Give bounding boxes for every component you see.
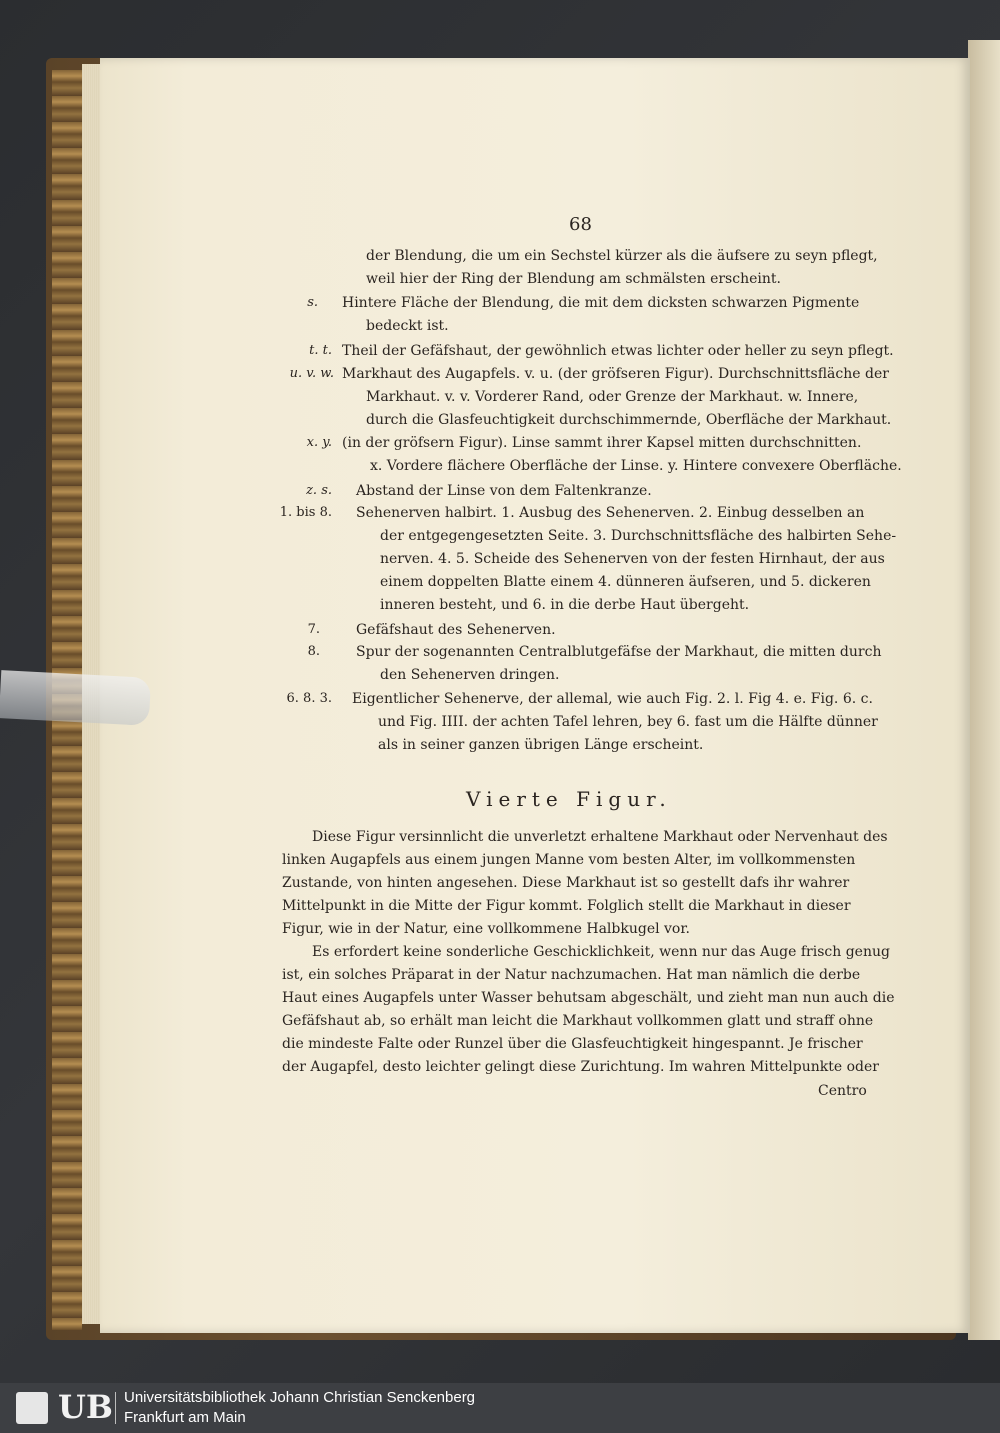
entry-line: einem doppelten Blatte einem 4. dünneren äufseren, und 5. dickeren (380, 574, 871, 590)
entry-line: Eigentlicher Sehenerve, der allemal, wie auch Fig. 2. l. Fig 4. e. Fig. 6. c. (352, 691, 873, 707)
entry-line: Sehenerven halbirt. 1. Ausbug des Sehenerven. 2. Einbug desselben an (356, 505, 865, 521)
entry-label: 8. (307, 644, 320, 659)
entry-line: der entgegengesetzten Seite. 3. Durchschnittsfläche des halbirten Sehe- (380, 528, 897, 544)
entry-label: x. y. (306, 435, 332, 450)
entry-line: Hintere Fläche der Blendung, die mit dem dicksten schwarzen Pigmente (342, 295, 860, 311)
footer-divider (115, 1392, 116, 1424)
paragraph-line: die mindeste Falte oder Runzel über die Glasfeuchtigkeit hingespannt. Je frischer (282, 1036, 863, 1052)
library-logo: UB (58, 1388, 113, 1426)
entry-line: x. Vordere flächere Oberfläche der Linse. y. Hintere convexere Oberfläche. (370, 458, 902, 474)
facing-page-edge (968, 40, 1000, 1340)
entry-label: 1. bis 8. (279, 505, 332, 520)
entry-line: nerven. 4. 5. Scheide des Sehenerven von der festen Hirnhaut, der aus (380, 551, 885, 567)
entry-line: Spur der sogenannten Centralblutgefäfse der Markhaut, die mitten durch (356, 644, 882, 660)
entry-line: Markhaut des Augapfels. v. u. (der gröfseren Figur). Durchschnittsfläche der (342, 366, 889, 382)
text-line: weil hier der Ring der Blendung am schmälsten erscheint. (366, 271, 781, 287)
entry-line: inneren besteht, und 6. in die derbe Haut übergeht. (380, 597, 750, 613)
entry-line: als in seiner ganzen übrigen Länge erscheint. (378, 737, 704, 753)
entry-label: s. (307, 295, 318, 310)
section-heading: Vierte Figur. (466, 787, 672, 811)
page-number: 68 (569, 214, 592, 235)
library-city: Frankfurt am Main (124, 1409, 246, 1426)
entry-line: bedeckt ist. (366, 318, 449, 334)
paragraph-line: der Augapfel, desto leichter gelingt diese Zurichtung. Im wahren Mittelpunkte oder (282, 1059, 879, 1075)
paragraph-line: ist, ein solches Präparat in der Natur nachzumachen. Hat man nämlich die derbe (282, 967, 861, 983)
paragraph-line: Gefäfshaut ab, so erhält man leicht die Markhaut vollkommen glatt und straff ohne (282, 1013, 874, 1029)
entry-label: t. t. (309, 343, 332, 358)
paragraph-line: Es erfordert keine sonderliche Geschicklichkeit, wenn nur das Auge frisch genug (312, 944, 890, 960)
page-clip (0, 670, 151, 726)
paragraph-line: Zustande, von hinten angesehen. Diese Markhaut ist so gestellt dafs ihr wahrer (282, 875, 850, 891)
entry-line: und Fig. IIII. der achten Tafel lehren, bey 6. fast um die Hälfte dünner (378, 714, 878, 730)
entry-line: Abstand der Linse von dem Faltenkranze. (356, 483, 652, 499)
entry-line: (in der gröfsern Figur). Linse sammt ihrer Kapsel mitten durchschnitten. (342, 435, 862, 451)
entry-line: Theil der Gefäfshaut, der gewöhnlich etwas lichter oder heller zu seyn pflegt. (342, 343, 894, 359)
entry-line: Markhaut. v. v. Vorderer Rand, oder Grenze der Markhaut. w. Innere, (366, 389, 859, 405)
paragraph-line: linken Augapfels aus einem jungen Manne vom besten Alter, im vollkommensten (282, 852, 856, 868)
catchword: Centro (818, 1083, 867, 1099)
footer-bar (0, 1383, 1000, 1433)
entry-label: 6. 8. 3. (286, 691, 332, 706)
entry-line: durch die Glasfeuchtigkeit durchschimmernde, Oberfläche der Markhaut. (366, 412, 892, 428)
library-name: Universitätsbibliothek Johann Christian Senckenberg (124, 1389, 476, 1406)
entry-line: Gefäfshaut des Sehenerven. (356, 622, 556, 638)
entry-line: den Sehenerven dringen. (380, 667, 560, 683)
portrait-icon (16, 1392, 48, 1424)
entry-label: z. s. (306, 483, 332, 498)
paragraph-line: Figur, wie in der Natur, eine vollkommene Halbkugel vor. (282, 921, 690, 937)
paragraph-line: Mittelpunkt in die Mitte der Figur kommt. Folglich stellt die Markhaut in dieser (282, 898, 851, 914)
text-line: der Blendung, die um ein Sechstel kürzer als die äufsere zu seyn pflegt, (366, 248, 878, 264)
entry-label: u. v. w. (289, 366, 334, 381)
paragraph-line: Haut eines Augapfels unter Wasser behutsam abgeschält, und zieht man nun auch die (282, 990, 895, 1006)
paragraph-line: Diese Figur versinnlicht die unverletzt erhaltene Markhaut oder Nervenhaut des (312, 829, 888, 845)
entry-label: 7. (307, 622, 320, 637)
